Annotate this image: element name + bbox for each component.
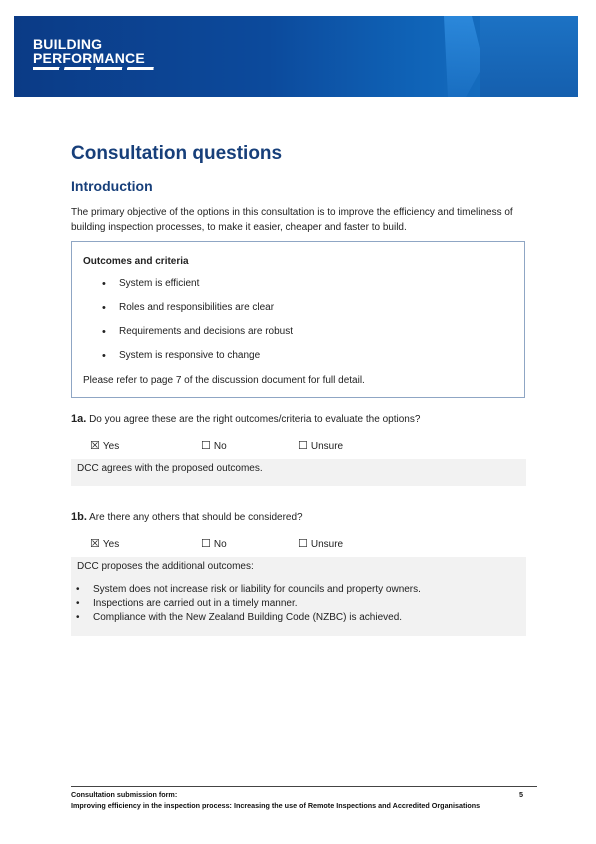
- checkbox-checked-icon[interactable]: ☒: [90, 440, 100, 452]
- criteria-box-title: Outcomes and criteria: [83, 256, 189, 267]
- question-number: 1b.: [71, 511, 87, 523]
- option-label: No: [213, 539, 227, 550]
- page-number: 5: [519, 790, 523, 799]
- option-label: Yes: [102, 539, 120, 550]
- q1a-option-no[interactable]: [201, 439, 227, 452]
- question-1b: [71, 511, 303, 523]
- question-text: Are there any others that should be considered?: [86, 512, 303, 523]
- question-1a: [71, 413, 420, 425]
- header-banner: [14, 16, 578, 97]
- q1b-answer[interactable]: [71, 557, 526, 636]
- answer-intro: DCC proposes the additional outcomes:: [77, 561, 254, 572]
- footer-line-1: Consultation submission form:: [71, 790, 178, 799]
- criteria-item: • System is responsive to change: [72, 344, 293, 368]
- checkbox-unchecked-icon[interactable]: ☐: [201, 440, 211, 452]
- option-label: Unsure: [310, 539, 344, 550]
- answer-text: DCC agrees with the proposed outcomes.: [77, 463, 263, 474]
- answer-list-item: • Inspections are carried out in a timely manner.: [71, 597, 526, 611]
- logo-line-2: PERFORMANCE: [33, 50, 145, 66]
- logo-slashes: [33, 67, 155, 70]
- answer-list-item: • Compliance with the New Zealand Building Code (NZBC) is achieved.: [71, 611, 526, 625]
- option-label: Yes: [102, 441, 120, 452]
- footer-line-2: Improving efficiency in the inspection process: Increasing the use of Remote Inspections and Accredited Organisations: [71, 801, 481, 810]
- criteria-item: • Requirements and decisions are robust: [72, 320, 293, 344]
- section-heading: Introduction: [71, 178, 153, 194]
- banner-decoration-right: [480, 16, 578, 97]
- intro-paragraph: The primary objective of the options in this consultation is to improve the efficiency and timeliness of building inspection processes, to make it easier, cheaper and faster to build.: [71, 207, 513, 233]
- checkbox-unchecked-icon[interactable]: ☐: [298, 538, 308, 550]
- question-number: 1a.: [71, 413, 87, 425]
- option-label: No: [213, 441, 227, 452]
- checkbox-checked-icon[interactable]: ☒: [90, 538, 100, 550]
- criteria-item: • Roles and responsibilities are clear: [72, 296, 293, 320]
- building-performance-logo: [33, 37, 155, 70]
- checkbox-unchecked-icon[interactable]: ☐: [201, 538, 211, 550]
- outcomes-criteria-box: [71, 241, 525, 398]
- logo-line-1: BUILDING: [33, 36, 103, 52]
- q1b-option-yes[interactable]: [90, 537, 119, 550]
- q1b-option-no[interactable]: [201, 537, 227, 550]
- answer-list-item: • System does not increase risk or liability for councils and property owners.: [71, 583, 526, 597]
- criteria-note: Please refer to page 7 of the discussion document for full detail.: [83, 375, 365, 386]
- answer-list: [77, 583, 526, 625]
- q1b-option-unsure[interactable]: [298, 537, 343, 550]
- criteria-list: [72, 272, 293, 368]
- q1a-option-yes[interactable]: [90, 439, 119, 452]
- banner-decoration: [444, 16, 484, 97]
- question-text: Do you agree these are the right outcomes/criteria to evaluate the options?: [86, 414, 421, 425]
- footer-divider: [71, 786, 537, 787]
- option-label: Unsure: [310, 441, 344, 452]
- q1a-option-unsure[interactable]: [298, 439, 343, 452]
- q1a-answer[interactable]: [71, 459, 526, 486]
- page-footer: [71, 789, 523, 811]
- page-title: Consultation questions: [71, 143, 283, 164]
- criteria-item: • System is efficient: [72, 272, 293, 296]
- checkbox-unchecked-icon[interactable]: ☐: [298, 440, 308, 452]
